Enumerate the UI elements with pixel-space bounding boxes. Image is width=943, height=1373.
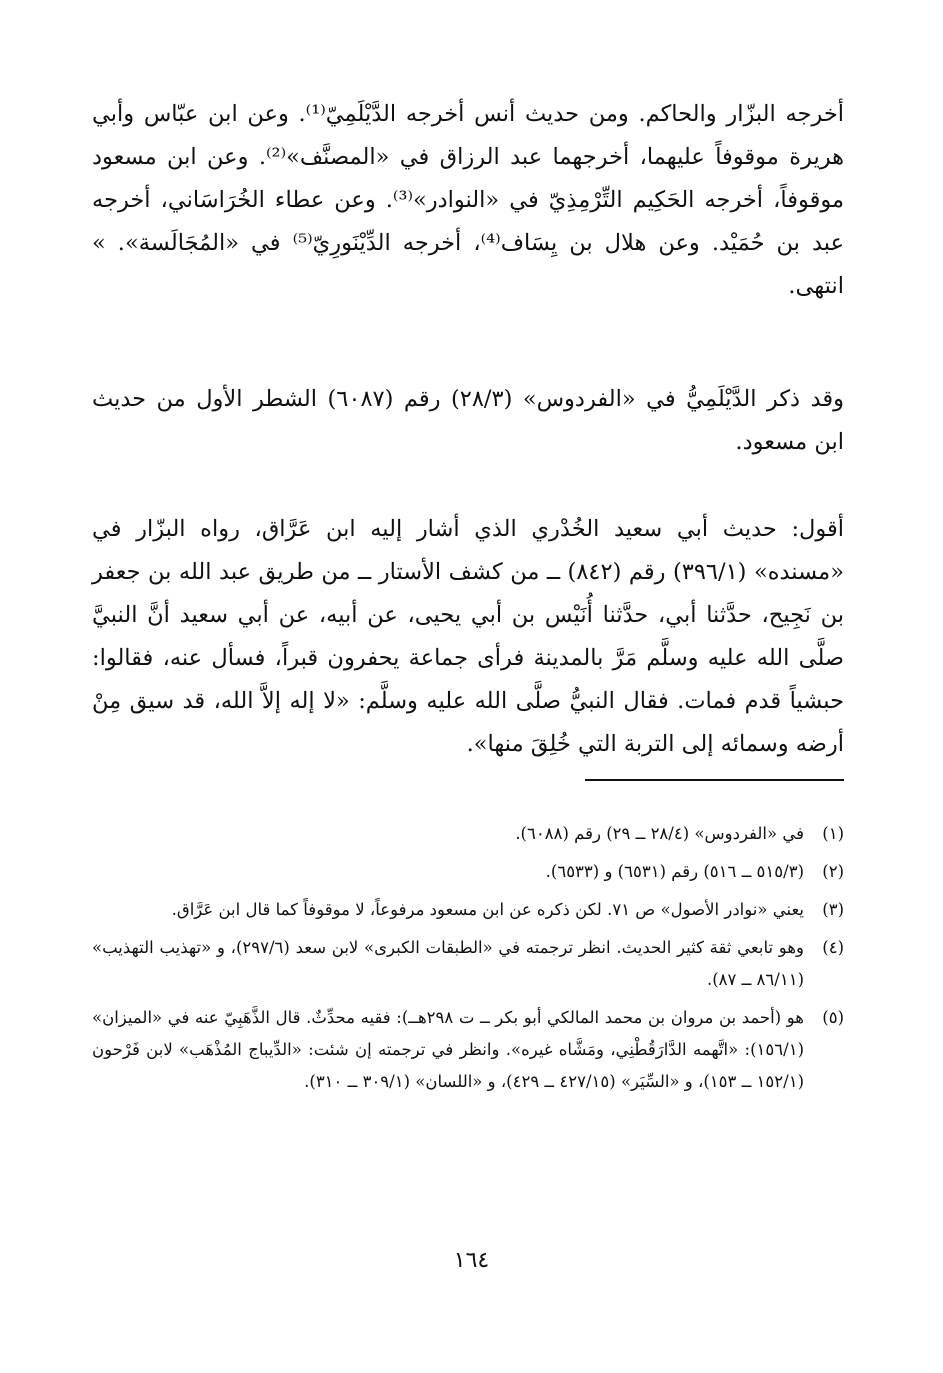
footnote-1 — [92, 818, 844, 850]
paragraph-2-text: وقد ذكر الدَّيْلَمِيُّ في «الفردوس» (٢٨/٣) رقم (٦٠٨٧) الشطر الأول من حديث ابن مسعود. — [92, 386, 844, 455]
footnotes — [92, 818, 844, 1104]
footnote-number: (٣) — [822, 900, 844, 919]
paragraph-1 — [92, 93, 844, 308]
footnote-3 — [92, 894, 844, 926]
footnote-number: (٢) — [822, 862, 844, 881]
paragraph-1-text: أخرجه البزّار والحاكم. ومن حديث أنس أخرجه الدَّيْلَمِيّ⁽¹⁾. وعن ابن عبّاس وأبي هريرة موقوفاً عليهما، أخرجهما عبد الرزاق في «المصنَّف»⁽²⁾. وعن ابن مسعود موقوفاً، أخرجه الحَكِيم التِّرْمِذِيّ في «النوادر»⁽³⁾. وعن عطاء الخُرَاسَاني، أخرجه عبد بن حُمَيْد. وعن هلال بن يِسَاف⁽⁴⁾، أخرجه الدِّيْنَورِيّ⁽⁵⁾ في «المُجَالَسة». » انتهى. — [92, 101, 845, 299]
footnote-text: وهو تابعي ثقة كثير الحديث. انظر ترجمته في «الطبقات الكبرى» لابن سعد (٢٩٧/٦)، و «تهذيب التهذيب» (٨٦/١١ ــ ٨٧). — [92, 938, 804, 989]
page-number: ١٦٤ — [453, 1248, 490, 1273]
paragraph-2 — [92, 378, 844, 464]
footnote-2 — [92, 856, 844, 888]
footnote-4 — [92, 932, 844, 996]
footnote-number: (١) — [822, 824, 844, 843]
footnote-text: يعني «نوادر الأصول» ص ٧١. لكن ذكره عن ابن مسعود مرفوعاً، لا موقوفاً كما قال ابن عَرَّاق. — [171, 900, 804, 919]
footnote-text: هو (أحمد بن مروان بن محمد المالكي أبو بكر ــ ت ٢٩٨هــ): فقيه محدِّثٌ. قال الذَّهَبِيّ عنه في «الميزان» (١٥٦/١): «اتَّهمه الدَّارَقُطْنِي، ومَشَّاه غيره». وانظر في ترجمته إن شئت: «الدِّيباج المُذْهَب» لابن فَرْحون (١٥٢/١ ــ ١٥٣)، و «السِّيَر» (٤٢٧/١٥ ــ ٤٢٩)، و «اللسان» (٣٠٩/١ ــ ٣١٠). — [92, 1008, 804, 1091]
footnote-text: (٥١٥/٣ ــ ٥١٦) رقم (٦٥٣١) و (٦٥٣٣). — [545, 862, 804, 881]
footnote-number: (٥) — [822, 1008, 844, 1027]
footnote-number: (٤) — [822, 938, 844, 957]
paragraph-3-text: أقول: حديث أبي سعيد الخُدْري الذي أشار إليه ابن عَرَّاق، رواه البزّار في «مسنده» (٣٩٦/١) رقم (٨٤٢) ــ من كشف الأستار ــ من طريق عبد الله بن جعفر بن نَجِيح، حدَّثنا أبي، حدَّثنا أُنَيْس بن أبي يحيى، عن أبيه، عن أبي سعيد أنَّ النبيَّ صلَّى الله عليه وسلَّم مَرَّ بالمدينة فرأى جماعة يحفرون قبراً، فسأل عنه، فقالوا: حبشياً قدم فمات. فقال النبيُّ صلَّى الله عليه وسلَّم: «لا إله إلاَّ الله، قد سيق مِنْ أرضه وسمائه إلى التربة التي خُلِقَ منها». — [92, 516, 844, 757]
footnote-separator — [585, 779, 844, 781]
paragraph-3 — [92, 508, 844, 766]
footnote-5 — [92, 1002, 844, 1098]
footnote-text: في «الفردوس» (٢٨/٤ ــ ٢٩) رقم (٦٠٨٨). — [515, 824, 804, 843]
